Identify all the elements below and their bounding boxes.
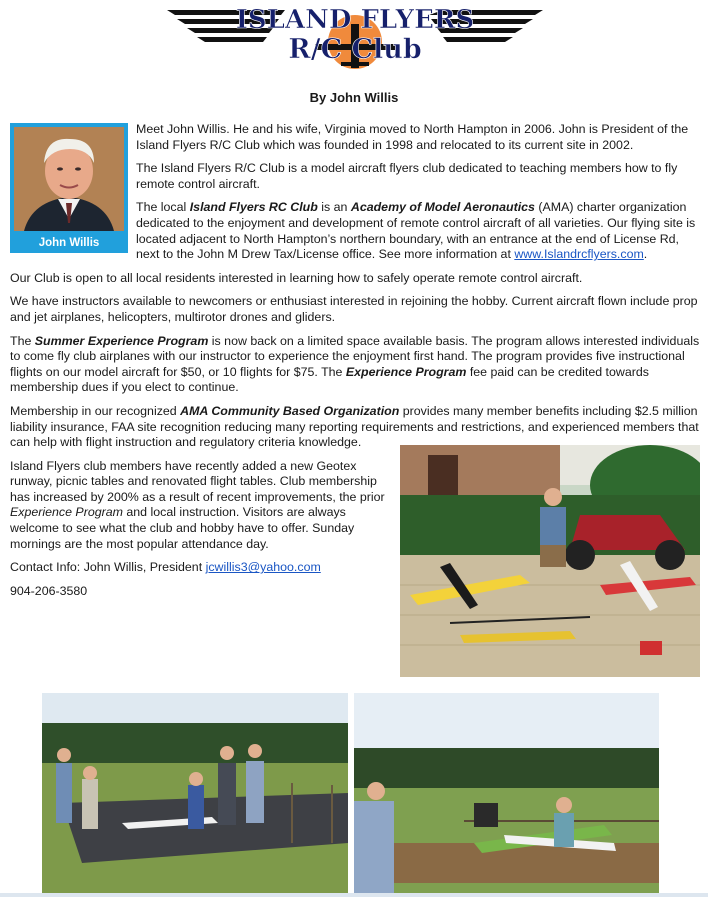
text-run: (AMA) charter organization dedicated to the enjoyment and development of remote control aircraft of all varieties. Our flying site is located adjacent to North Hampton’s northern boundary, with an entrance at the end of License Rd, next to the John M Drew Tax/License office. See more information at <box>136 200 696 262</box>
text-run: Island Flyers club members have recently added a new Geotex runway, picnic tables and renovated flight tables. Club membership has increased by 200% as a result of recent improvements, the prior <box>10 458 385 504</box>
paragraph-open-to-residents: Our Club is open to all local residents interested in learning how to safely operate remote control aircraft. <box>10 270 583 285</box>
paragraph-summer-program <box>10 334 700 396</box>
article-body <box>10 122 700 681</box>
email-link[interactable]: jcwillis3@yahoo.com <box>205 560 321 575</box>
logo-title: ISLAND FLYERS <box>235 5 475 35</box>
paragraph-membership <box>10 404 700 451</box>
program-emphasis: Experience Program <box>345 364 467 379</box>
contact-phone: 904-206-3580 <box>10 583 88 598</box>
portrait-image <box>14 127 124 231</box>
ama-emphasis: Academy of Model Aeronautics <box>350 200 535 215</box>
member-with-aircraft-photo <box>400 445 700 677</box>
text-run: is an <box>317 200 351 215</box>
contact-label: Contact Info: John Willis, President <box>10 560 206 575</box>
runway-group-photo <box>42 693 348 893</box>
club-name-emphasis: Island Flyers RC Club <box>189 200 318 215</box>
text-run: The local <box>136 200 190 215</box>
program-emphasis: Summer Experience Program <box>34 333 209 348</box>
ama-cbo-emphasis: AMA Community Based Organization <box>180 403 400 418</box>
page-bottom-bar <box>0 893 708 897</box>
portrait-caption: John Willis <box>38 237 100 250</box>
text-run: is now back on a limited space available basis. The program allows interested individuals to come fly club airplanes with our instructor to experience the enjoyment first hand. The program provides five instructional flights on our model aircraft for $50, or 10 flights for $75. The <box>10 333 700 379</box>
island-flyers-logo <box>165 2 545 70</box>
text-run: fee paid can be credited towards membership dues if you elect to continue. <box>10 364 649 395</box>
text-run: . <box>643 247 648 262</box>
paragraph-instructors: We have instructors available to newcomers or enthusiast interested in rejoining the hobby. Current aircraft flown include prop and jet airplanes, helicopters, multirotor drones and gliders. <box>10 294 698 324</box>
flight-table-photo <box>354 693 659 893</box>
program-emphasis: Experience Program <box>10 505 123 520</box>
paragraph-club-purpose: The Island Flyers R/C Club is a model aircraft flyers club dedicated to teaching members how to fly remote control aircraft. <box>136 161 678 191</box>
text-run: provides many member benefits including $2.5 million liability insurance, FAA site recognition reducing many reporting requirements and restrictions, and experienced members that can help with flight instruction and regulatory criteria knowledge. <box>10 403 699 450</box>
paragraph-intro: Meet John Willis. He and his wife, Virginia moved to North Hampton in 2006. John is President of the Island Flyers R/C Club which was founded in 1998 and relocated to its current site in 2002. <box>136 122 689 152</box>
logo-subtitle: R/C Club <box>288 34 422 65</box>
text-run: Membership in our recognized <box>10 403 181 418</box>
portrait-photo <box>10 123 128 253</box>
text-run: and local instruction. Visitors are always welcome to see what the club and hobby have to offer. Sunday mornings are the most popular attendance day. <box>10 505 355 551</box>
byline: By John Willis <box>309 90 399 105</box>
text-run: The <box>10 333 35 348</box>
website-link[interactable]: www.Islandrcflyers.com <box>514 247 644 262</box>
